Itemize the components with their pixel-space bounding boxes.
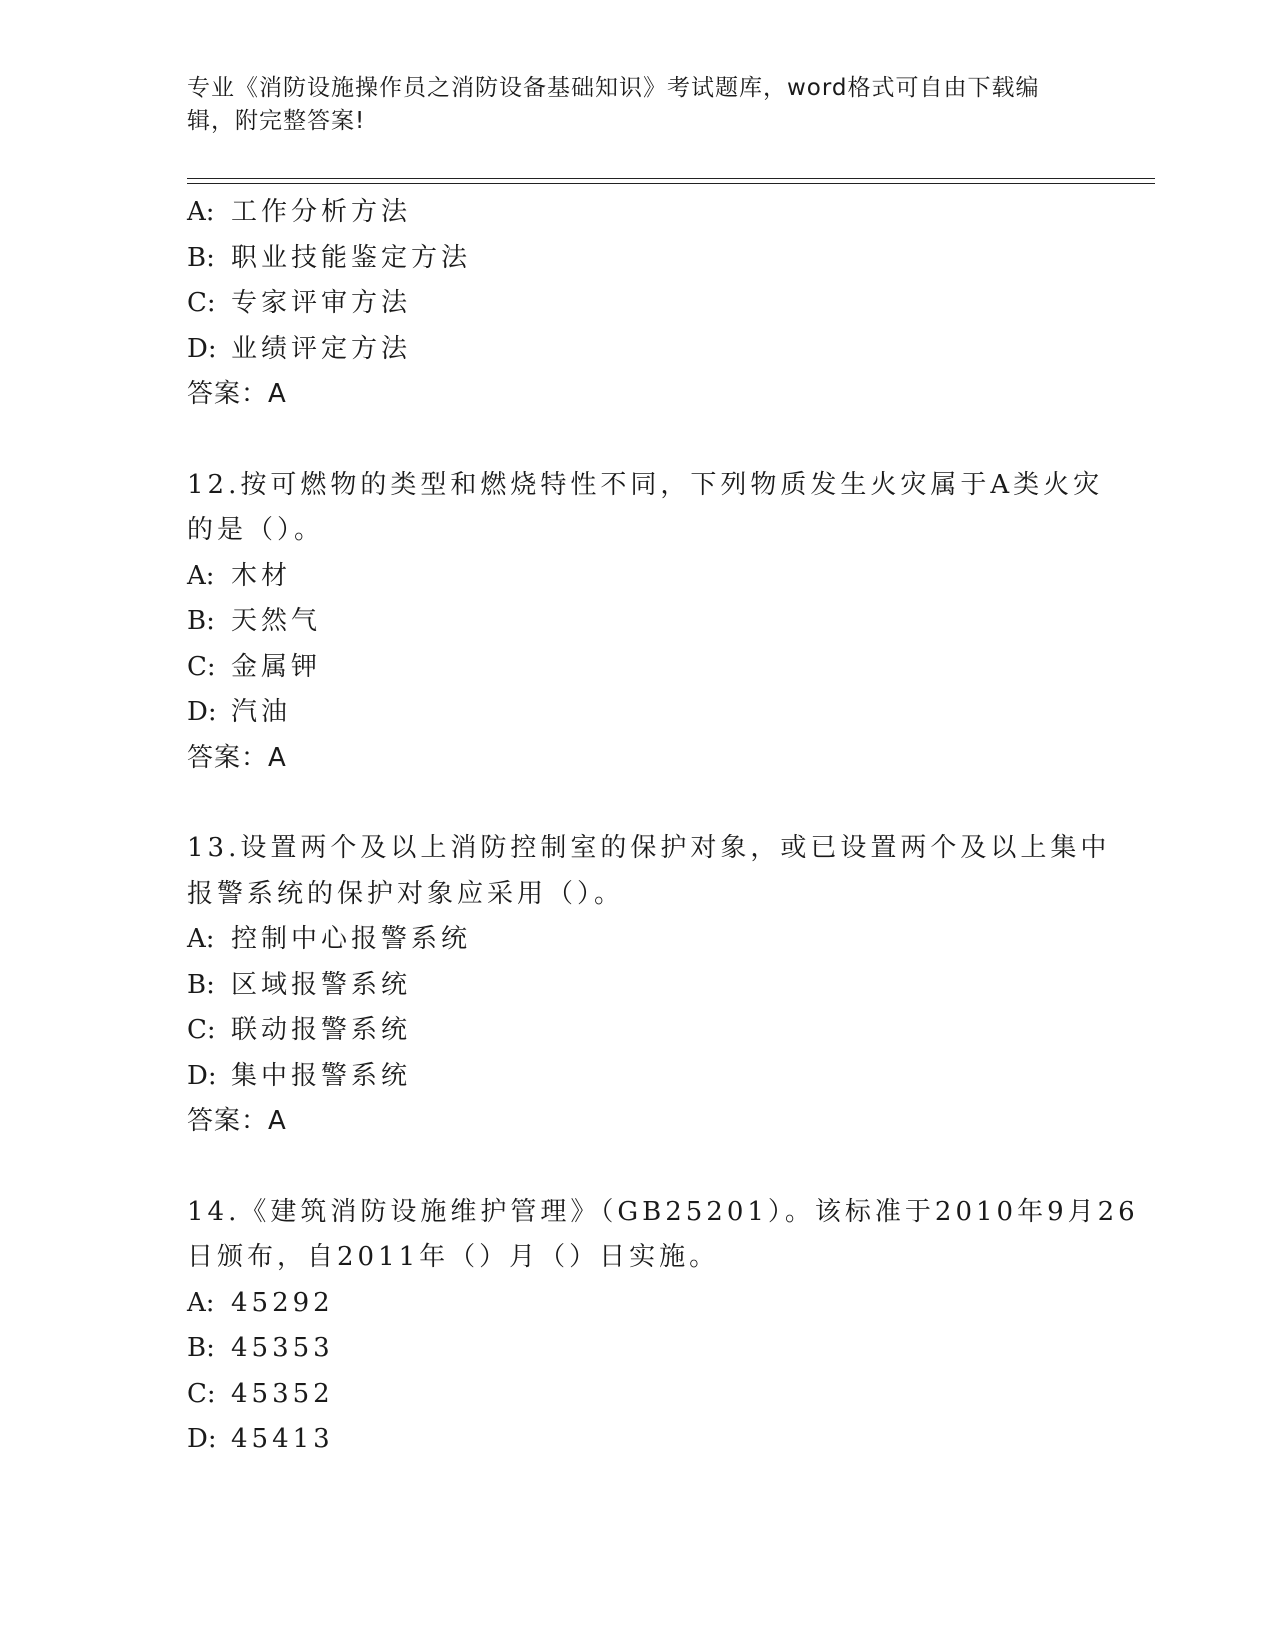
option-b [187,236,1087,282]
question-14 [187,1190,1139,1463]
option-text: 45353 [231,1333,334,1363]
option-text: 专家评审方法 [231,288,412,318]
option-key: B: [187,969,215,1000]
question-stem: 13.设置两个及以上消防控制室的保护对象，或已设置两个及以上集中 [187,833,1111,863]
option-key: A: [187,197,215,227]
option-key: A: [187,560,215,591]
option-key: C: [187,288,216,318]
question-list [187,190,1139,1463]
option-text: 天然气 [231,606,322,636]
option-c [187,1372,1087,1418]
question-13 [187,826,1111,1145]
option-text: 45413 [231,1424,334,1454]
option-d [187,690,1087,736]
question-stem: 的是（）。 [187,515,325,545]
answer: 答案：A [187,1106,287,1136]
header-divider [187,178,1155,179]
answer: 答案：A [187,742,287,773]
option-key: D: [187,1424,217,1454]
option-text: 职业技能鉴定方法 [231,242,472,273]
option-text: 区域报警系统 [231,969,412,1000]
option-key: D: [187,333,217,364]
option-c [187,281,1087,327]
option-a [187,554,1087,600]
option-key: C: [187,651,216,682]
option-c [187,645,1087,691]
question-stem: 14.《建筑消防设施维护管理》（GB25201）。该标准于2010年9月26 [187,1196,1139,1227]
option-text: 45292 [231,1287,334,1318]
document-header [187,72,1067,138]
option-text: 金属钾 [231,651,322,682]
option-b [187,599,1087,645]
header-divider [187,183,1155,184]
option-key: D: [187,1060,217,1091]
option-text: 联动报警系统 [231,1015,412,1045]
question-stem: 12.按可燃物的类型和燃烧特性不同，下列物质发生火灾属于A类火灾 [187,469,1104,500]
option-text: 45352 [231,1378,334,1409]
option-key: C: [187,1378,216,1409]
option-a [187,1281,1087,1327]
option-c [187,1008,1087,1054]
answer: 答案：A [187,379,287,409]
option-a [187,917,1087,963]
option-text: 工作分析方法 [231,197,412,227]
question-continued [187,190,1087,418]
option-key: D: [187,697,217,727]
option-b [187,1326,1087,1372]
question-stem: 日颁布，自2011年（）月（）日实施。 [187,1242,720,1272]
option-key: C: [187,1015,216,1045]
option-d [187,1417,1087,1463]
option-text: 业绩评定方法 [231,333,412,364]
option-key: A: [187,1287,215,1318]
question-stem: 报警系统的保护对象应采用（）。 [187,878,625,909]
header-line: 专业《消防设施操作员之消防设备基础知识》考试题库，word格式可自由下载编 [187,75,1040,101]
option-key: B: [187,242,215,273]
option-text: 汽油 [231,697,292,727]
header-line: 辑，附完整答案! [187,108,366,134]
option-text: 木材 [231,560,292,591]
option-d [187,1054,1087,1100]
option-key: A: [187,924,215,954]
option-key: B: [187,606,215,636]
option-b [187,963,1087,1009]
question-12 [187,463,1104,782]
option-text: 集中报警系统 [231,1060,412,1091]
option-key: B: [187,1333,215,1363]
option-d [187,327,1087,373]
option-text: 控制中心报警系统 [231,924,472,954]
option-a [187,190,1087,236]
